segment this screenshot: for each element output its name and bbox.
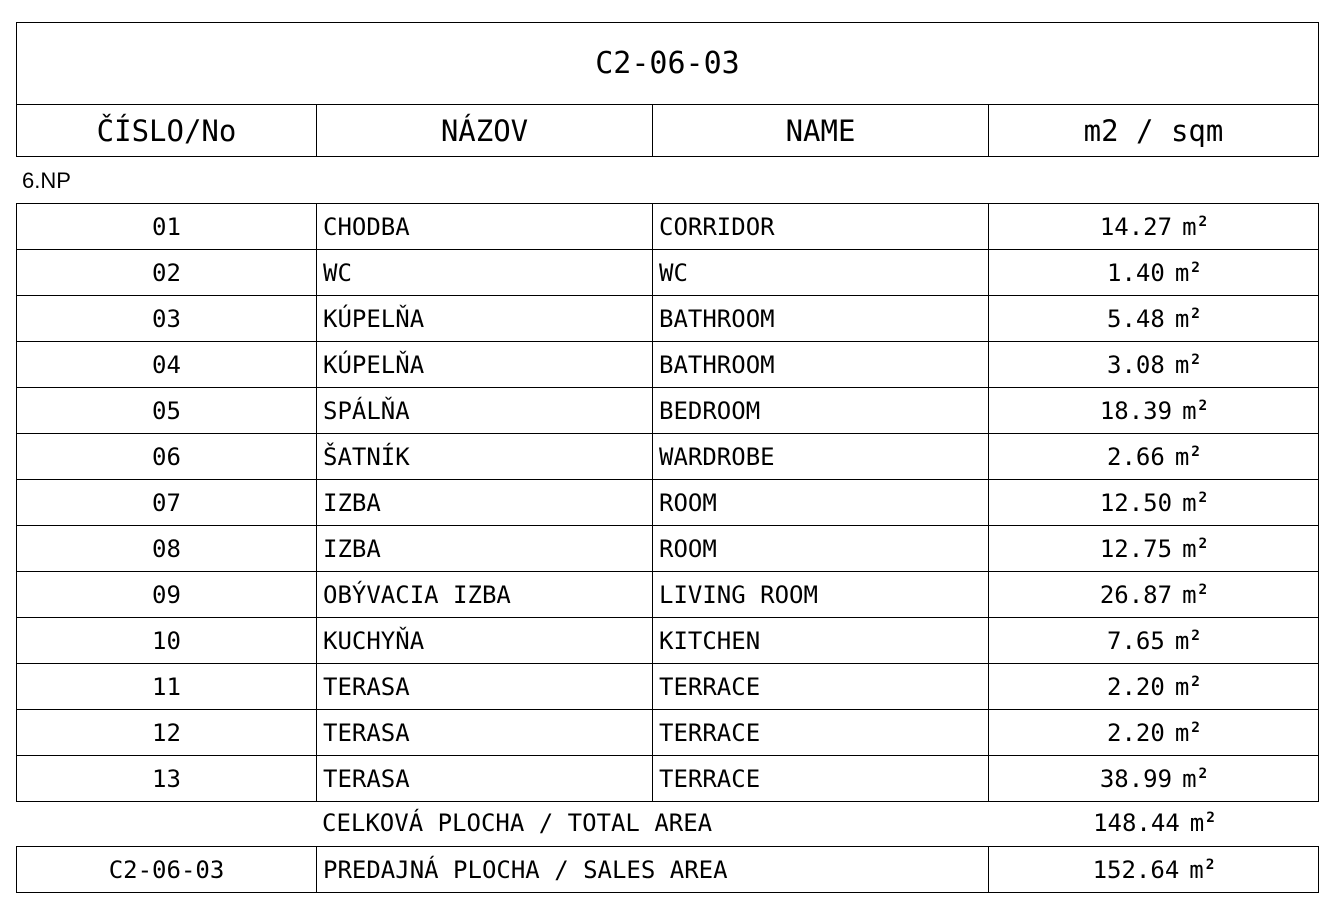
column-header-area: m2 / sqm xyxy=(989,105,1319,157)
table-row xyxy=(17,710,1319,756)
room-area: 38.99 m $^2$ xyxy=(989,756,1319,802)
unit-title: C2-06-03 xyxy=(17,23,1319,105)
sales-area-value: 152.64 m $^2$ xyxy=(989,847,1319,893)
room-area: 2.66 m $^2$ xyxy=(989,434,1319,480)
table-row xyxy=(17,526,1319,572)
room-name: CORRIDOR xyxy=(653,204,989,250)
room-nazov: IZBA xyxy=(317,480,653,526)
room-name: BATHROOM xyxy=(653,342,989,388)
table-row xyxy=(17,342,1319,388)
room-number: 03 xyxy=(17,296,317,342)
column-header-name: NAME xyxy=(653,105,989,157)
room-number: 02 xyxy=(17,250,317,296)
table-row xyxy=(17,296,1319,342)
room-name: ROOM xyxy=(653,480,989,526)
room-nazov: KÚPELŇA xyxy=(317,342,653,388)
room-area: 14.27 m $^2$ xyxy=(989,204,1319,250)
room-area: 2.20 m $^2$ xyxy=(989,710,1319,756)
room-nazov: CHODBA xyxy=(317,204,653,250)
room-number: 12 xyxy=(17,710,317,756)
room-area: 26.87 m $^2$ xyxy=(989,572,1319,618)
room-area: 12.75 m $^2$ xyxy=(989,526,1319,572)
total-area-value: 148.44 m $^2$ xyxy=(1093,809,1215,837)
room-name: BATHROOM xyxy=(653,296,989,342)
room-nazov: TERASA xyxy=(317,664,653,710)
room-number: 13 xyxy=(17,756,317,802)
sales-area-label: PREDAJNÁ PLOCHA / SALES AREA xyxy=(317,847,989,893)
room-number: 11 xyxy=(17,664,317,710)
table-row xyxy=(17,250,1319,296)
room-name: WC xyxy=(653,250,989,296)
room-nazov: WC xyxy=(317,250,653,296)
room-number: 01 xyxy=(17,204,317,250)
room-area: 5.48 m $^2$ xyxy=(989,296,1319,342)
room-nazov: TERASA xyxy=(317,756,653,802)
room-nazov: KÚPELŇA xyxy=(317,296,653,342)
room-name: ROOM xyxy=(653,526,989,572)
room-nazov: SPÁLŇA xyxy=(317,388,653,434)
header-table xyxy=(16,22,1319,157)
room-name: WARDROBE xyxy=(653,434,989,480)
table-row xyxy=(17,204,1319,250)
rooms-table xyxy=(16,203,1319,802)
room-number: 10 xyxy=(17,618,317,664)
room-nazov: IZBA xyxy=(317,526,653,572)
table-row xyxy=(17,664,1319,710)
room-nazov: OBÝVACIA IZBA xyxy=(317,572,653,618)
room-name: TERRACE xyxy=(653,664,989,710)
room-nazov: TERASA xyxy=(317,710,653,756)
rooms-body xyxy=(17,204,1319,802)
room-number: 09 xyxy=(17,572,317,618)
table-row xyxy=(17,434,1319,480)
room-name: TERRACE xyxy=(653,756,989,802)
room-name: TERRACE xyxy=(653,710,989,756)
table-row xyxy=(17,388,1319,434)
sales-unit-code: C2-06-03 xyxy=(17,847,317,893)
room-area: 12.50 m $^2$ xyxy=(989,480,1319,526)
table-row xyxy=(17,756,1319,802)
room-area: 1.40 m $^2$ xyxy=(989,250,1319,296)
room-number: 06 xyxy=(17,434,317,480)
room-name: KITCHEN xyxy=(653,618,989,664)
table-row xyxy=(17,572,1319,618)
column-header-number: ČÍSLO/No xyxy=(17,105,317,157)
room-number: 05 xyxy=(17,388,317,434)
sales-table xyxy=(16,846,1319,893)
floor-label: 6.NP xyxy=(22,168,71,193)
total-area-label: CELKOVÁ PLOCHA / TOTAL AREA xyxy=(322,809,713,837)
room-name: BEDROOM xyxy=(653,388,989,434)
table-row xyxy=(17,480,1319,526)
room-name: LIVING ROOM xyxy=(653,572,989,618)
room-nazov: KUCHYŇA xyxy=(317,618,653,664)
room-number: 04 xyxy=(17,342,317,388)
table-row xyxy=(17,618,1319,664)
room-number: 08 xyxy=(17,526,317,572)
room-nazov: ŠATNÍK xyxy=(317,434,653,480)
room-area: 3.08 m $^2$ xyxy=(989,342,1319,388)
total-area-row xyxy=(16,801,1319,847)
room-area: 18.39 m $^2$ xyxy=(989,388,1319,434)
room-area: 7.65 m $^2$ xyxy=(989,618,1319,664)
column-header-nazov: NÁZOV xyxy=(317,105,653,157)
room-area: 2.20 m $^2$ xyxy=(989,664,1319,710)
room-number: 07 xyxy=(17,480,317,526)
